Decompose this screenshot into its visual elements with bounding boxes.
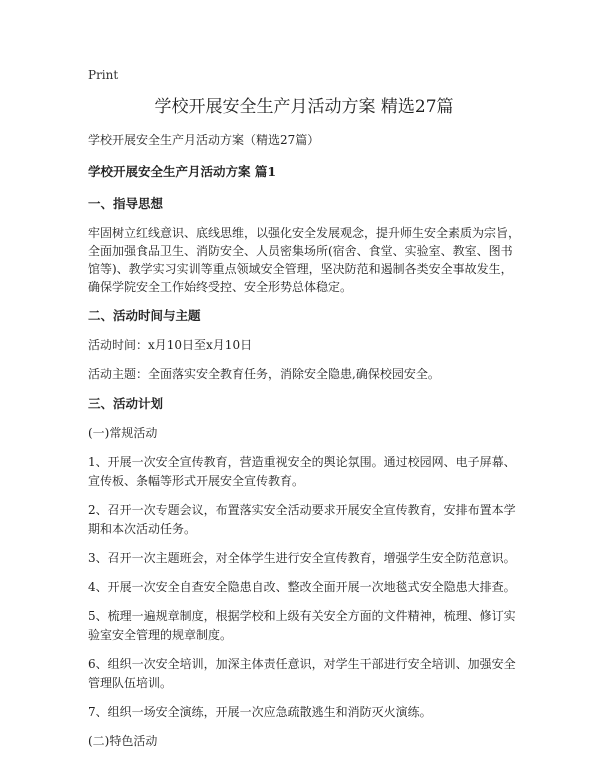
plan-item: 5、梳理一遍规章制度，根据学校和上级有关安全方面的文件精神，梳理、修订实验室安全管理的规章制度。 <box>88 609 516 642</box>
activity-time: 活动时间：x月10日至x月10日 <box>88 338 253 352</box>
plan-item: 4、开展一次安全自查安全隐患自改、整改全面开展一次地毯式安全隐患大排查。 <box>88 580 516 594</box>
document-subtitle: 学校开展安全生产月活动方案（精选27篇） <box>88 133 320 147</box>
plan-item: 6、组织一次安全培训，加深主体责任意识，对学生干部进行安全培训、加强安全管理队伍培训。 <box>88 657 516 690</box>
activity-theme: 活动主题：全面落实安全教育任务，消除安全隐患,确保校园安全。 <box>88 367 440 381</box>
heading-activity-plan: 三、活动计划 <box>88 396 164 411</box>
subheading-special-activities: (二)特色活动 <box>88 734 158 748</box>
heading-guiding-ideology: 一、指导思想 <box>88 196 164 211</box>
plan-item: 7、组织一场安全演练，开展一次应急疏散逃生和消防灭火演练。 <box>88 705 432 719</box>
plan-item: 2、召开一次专题会议，布置落实安全活动要求开展安全宣传教育，安排布置本学期和本次活动任务。 <box>88 503 516 536</box>
plan-item: 3、召开一次主题班会，对全体学生进行安全宣传教育，增强学生安全防范意识。 <box>88 551 516 565</box>
section-title: 学校开展安全生产月活动方案 篇1 <box>88 164 277 179</box>
print-link[interactable]: Print <box>88 68 119 82</box>
plan-item: 1、开展一次安全宣传教育，营造重视安全的舆论氛围。通过校园网、电子屏幕、宣传板、条幅等形式开展安全宣传教育。 <box>88 455 516 488</box>
paragraph-guiding-ideology: 牢固树立红线意识、底线思维，以强化安全发展观念，提升师生安全素质为宗旨，全面加强食品卫生、消防安全、人员密集场所(宿舍、食堂、实验室、教室、图书馆等)、教学实习实训等重点领域安全管理，坚决防范和遏制各类安全事故发生，确保学院安全工作始终受控、安全形势总体稳定。 <box>88 226 521 294</box>
heading-time-theme: 二、活动时间与主题 <box>88 308 201 323</box>
document-page <box>88 68 520 761</box>
document-title: 学校开展安全生产月活动方案 精选27篇 <box>154 97 454 117</box>
subheading-regular-activities: (一)常规活动 <box>88 426 158 440</box>
